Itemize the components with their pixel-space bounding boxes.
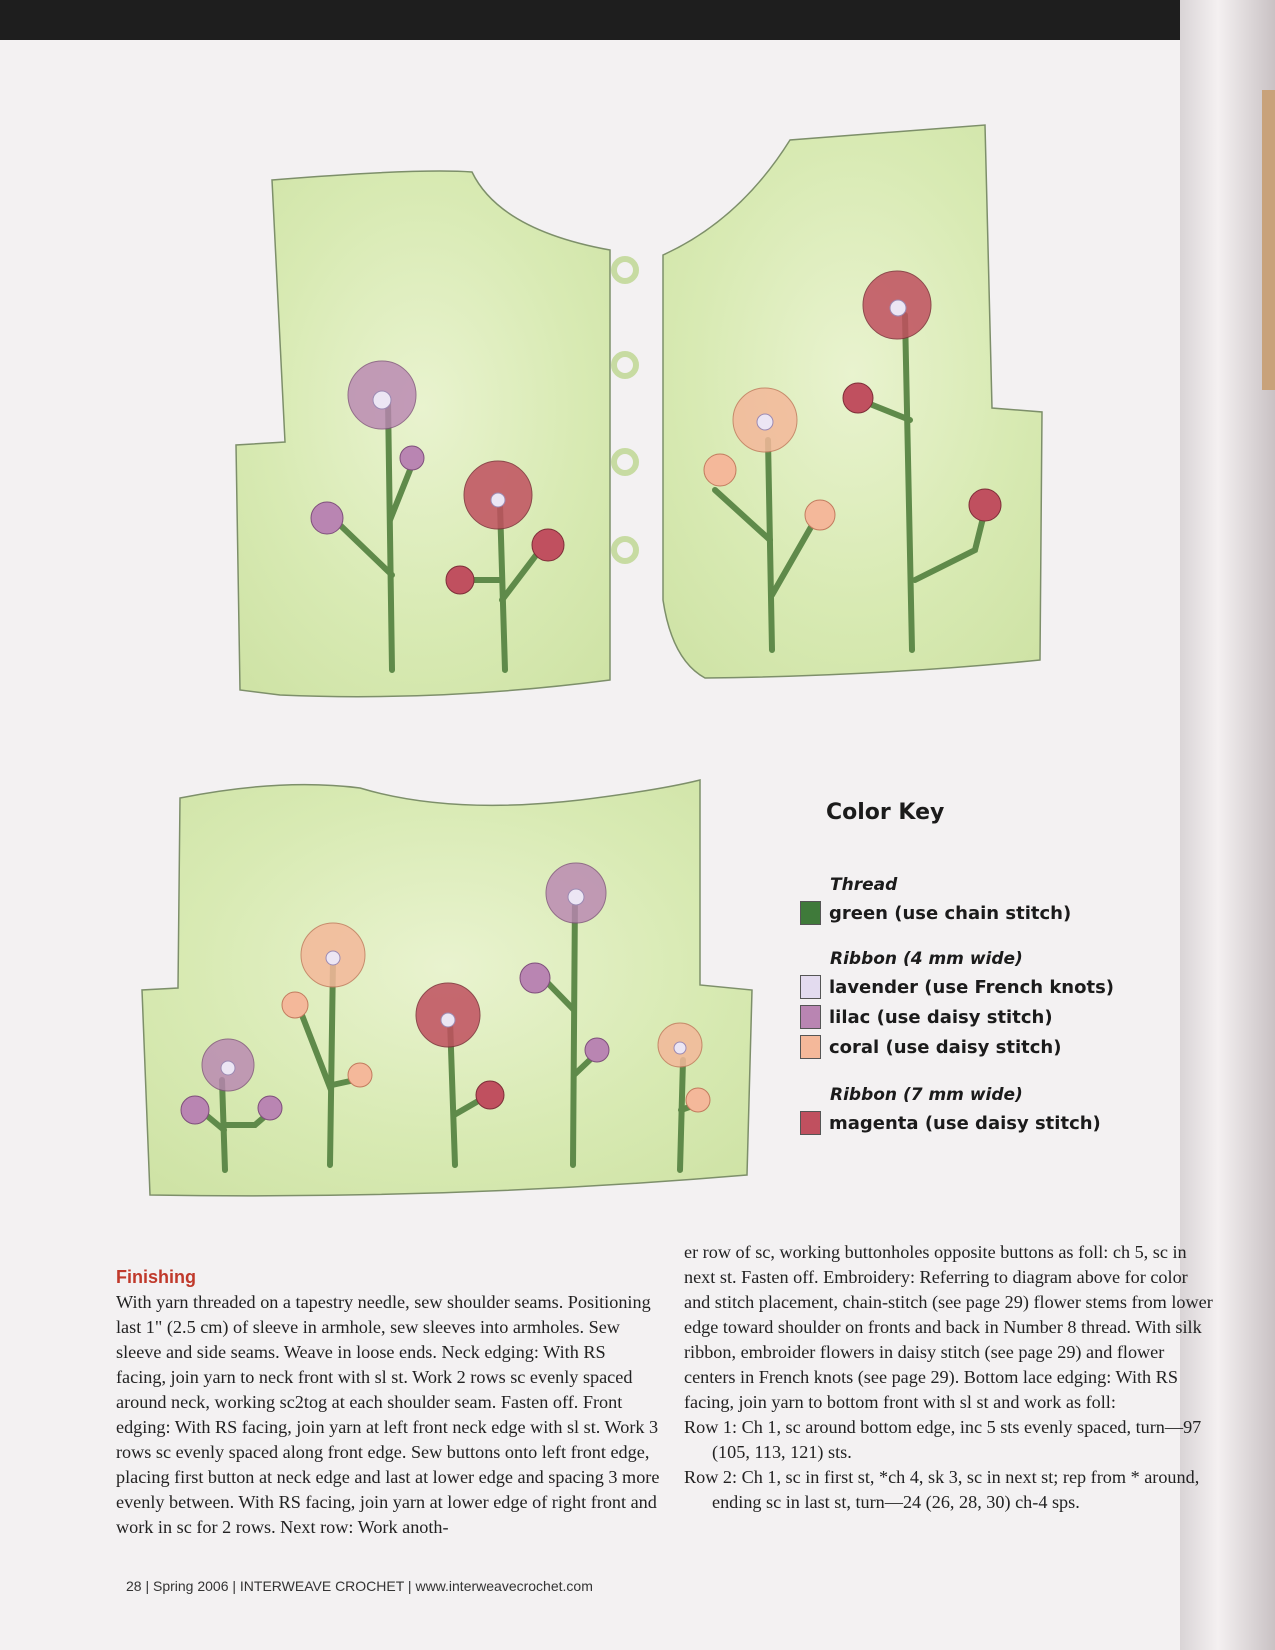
swatch-green (800, 901, 821, 925)
row-1-instruction: Row 1: Ch 1, sc around bottom edge, inc 5 sts evenly spaced, turn—97 (105, 113, 121) sts. (684, 1417, 1202, 1462)
key-label: coral (use daisy stitch) (829, 1036, 1062, 1058)
color-key-title: Color Key (826, 800, 945, 825)
color-key (800, 800, 1140, 1135)
article-column-1 (116, 1265, 660, 1540)
swatch-coral (800, 1035, 821, 1059)
key-label: magenta (use daisy stitch) (829, 1112, 1101, 1134)
finishing-text: With yarn threaded on a tapestry needle, sew shoulder seams. Positioning last 1" (2.5 cm) of sleeve in armhole, sew sleeves into armholes. Sew sleeve and side seams. Weave in loose ends. Neck edging: With RS facing, join yarn to neck front with sl st. Work 2 rows sc evenly spaced around neck, working sc2tog at each shoulder seam. Fasten off. Front edging: With RS facing, join yarn at left front neck edge with sl st. Work 3 rows sc evenly spaced along front edge. Sew buttons onto left front edge, placing first button at neck edge and last at lower edge and spacing 3 more evenly between. With RS facing, join yarn at lower edge of right front and work in sc for 2 rows. Next row: Work anoth- (116, 1292, 660, 1537)
left-front-panel (236, 171, 610, 697)
key-label: green (use chain stitch) (829, 902, 1072, 924)
key-item-lilac (800, 1005, 1140, 1029)
key-item-green (800, 901, 1140, 925)
key-label: lavender (use French knots) (829, 976, 1115, 998)
page-footer: 28 | Spring 2006 | INTERWEAVE CROCHET | www.interweavecrochet.com (126, 1578, 593, 1594)
thread-heading: Thread (830, 875, 898, 895)
section-heading: Finishing (116, 1267, 196, 1287)
article-column-2 (684, 1240, 1218, 1515)
swatch-lavender (800, 975, 821, 999)
button-loops (614, 259, 636, 561)
key-item-coral (800, 1035, 1140, 1059)
swatch-magenta (800, 1111, 821, 1135)
embroidery-text: er row of sc, working buttonholes opposite buttons as foll: ch 5, sc in next st. Fasten off. Embroidery: Referring to diagram above for color and stitch placement, chain-stitch (see page 29) flower stems from lower edge toward shoulder on fronts and back in Number 8 thread. With silk ribbon, embroider flowers in daisy stitch (see page 29) and flower centers in French knots (see page 29). Bottom lace edging: With RS facing, join yarn to bottom front with sl st and work as foll: (684, 1242, 1213, 1412)
ribbon4-heading: Ribbon (4 mm wide) (830, 949, 1023, 969)
key-item-magenta (800, 1111, 1140, 1135)
row-2-instruction: Row 2: Ch 1, sc in first st, *ch 4, sk 3, sc in next st; rep from * around, ending sc in last st, turn—24 (26, 28, 30) ch-4 sps. (684, 1467, 1200, 1512)
key-item-lavender (800, 975, 1140, 999)
ribbon7-heading: Ribbon (7 mm wide) (830, 1085, 1023, 1105)
swatch-lilac (800, 1005, 821, 1029)
key-label: lilac (use daisy stitch) (829, 1006, 1053, 1028)
